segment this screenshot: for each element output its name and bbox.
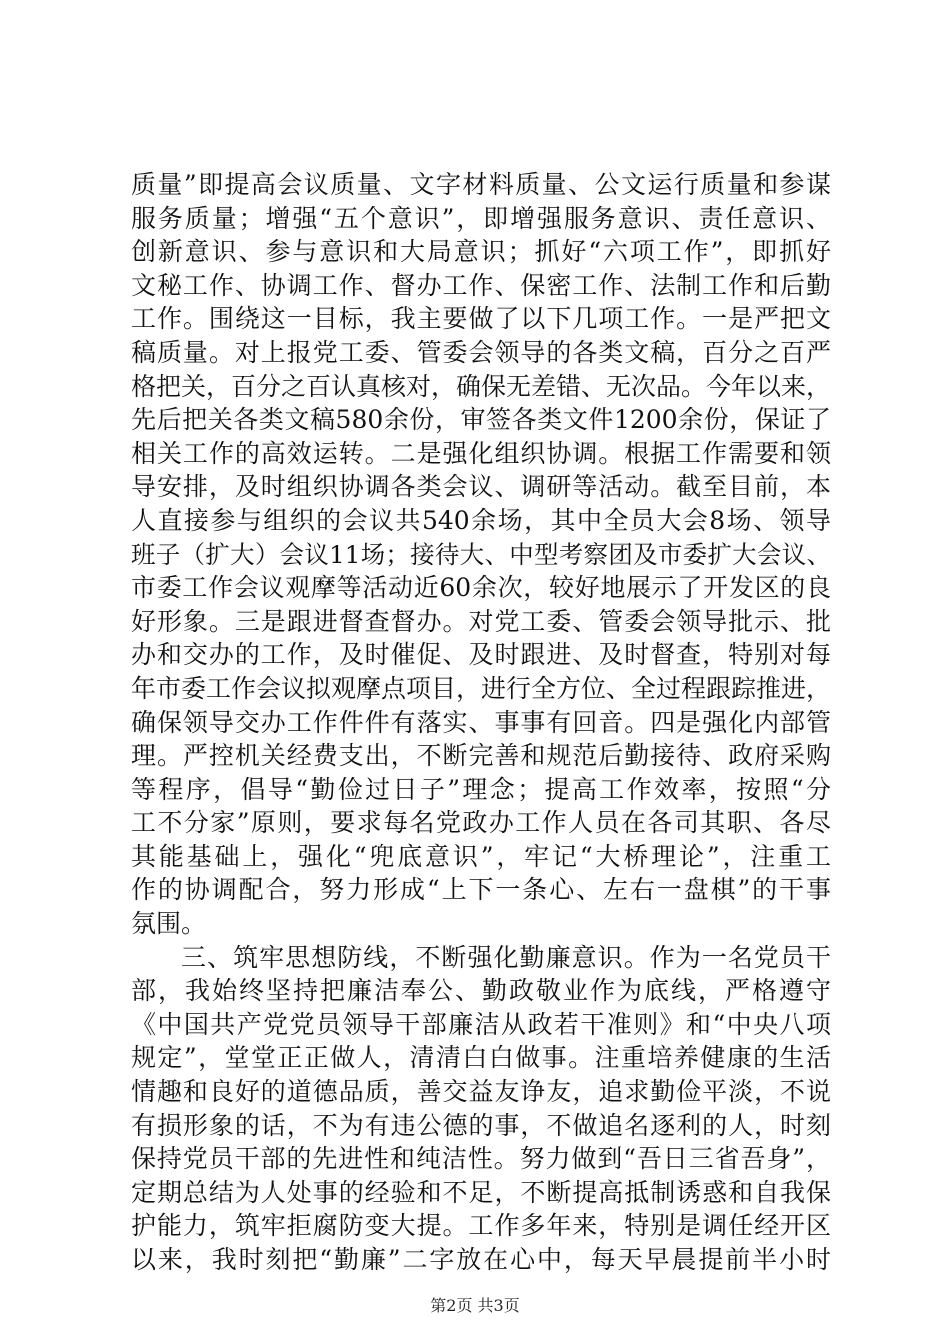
text-line: 情趣和良好的道德品质，善交益友诤友，追求勤俭平淡，不说 bbox=[131, 1077, 831, 1107]
text-line: 导安排，及时组织协调各类会议、调研等活动。截至目前，本 bbox=[131, 472, 831, 502]
text-line: 有损形象的话，不为有违公德的事，不做追名逐利的人，时刻 bbox=[131, 1110, 831, 1140]
text-line: 护能力，筑牢拒腐防变大提。工作多年来，特别是调任经开区 bbox=[131, 1211, 831, 1241]
section-heading-line: 三、筑牢思想防线，不断强化勤廉意识。作为一名党员干 bbox=[181, 942, 831, 972]
text-line: 等程序，倡导“勤俭过日子”理念；提高工作效率，按照“分 bbox=[131, 774, 831, 804]
text-line: 办和交办的工作，及时催促、及时跟进、及时督查，特别对每 bbox=[131, 640, 831, 670]
text-line: 工不分家”原则，要求每名党政办工作人员在各司其职、各尽 bbox=[131, 808, 831, 838]
text-line: 文秘工作、协调工作、督办工作、保密工作、法制工作和后勤 bbox=[131, 270, 831, 300]
text-line: 确保领导交办工作件件有落实、事事有回音。四是强化内部管 bbox=[131, 707, 831, 737]
text-line: 人直接参与组织的会议共540余场，其中全员大会8场、领导 bbox=[131, 505, 831, 535]
text-line: 定期总结为人处事的经验和不足，不断提高抵制诱惑和自我保 bbox=[131, 1177, 831, 1207]
text-line: 稿质量。对上报党工委、管委会领导的各类文稿，百分之百严 bbox=[131, 337, 831, 367]
text-line: 先后把关各类文稿580余份，审签各类文件1200余份，保证了 bbox=[131, 405, 831, 435]
text-line: 班子（扩大）会议11场；接待大、中型考察团及市委扩大会议、 bbox=[131, 539, 831, 569]
text-line: 好形象。三是跟进督查督办。对党工委、管委会领导批示、批 bbox=[131, 606, 831, 636]
text-line: 服务质量；增强“五个意识”，即增强服务意识、责任意识、 bbox=[131, 203, 831, 233]
text-line: 《中国共产党党员领导干部廉洁从政若干准则》和“中央八项 bbox=[131, 1009, 831, 1039]
text-line: 部，我始终坚持把廉洁奉公、勤政敬业作为底线，严格遵守 bbox=[131, 976, 831, 1006]
paragraph-end-line: 氛围。 bbox=[131, 909, 207, 939]
document-body bbox=[131, 168, 831, 1277]
text-line: 规定”，堂堂正正做人，清清白白做事。注重培养健康的生活 bbox=[131, 1043, 831, 1073]
text-line: 作的协调配合，努力形成“上下一条心、左右一盘棋”的干事 bbox=[131, 875, 831, 905]
text-line: 相关工作的高效运转。二是强化组织协调。根据工作需要和领 bbox=[131, 438, 831, 468]
text-line: 创新意识、参与意识和大局意识；抓好“六项工作”，即抓好 bbox=[131, 237, 831, 267]
text-line: 以来，我时刻把“勤廉”二字放在心中，每天早晨提前半小时 bbox=[131, 1245, 831, 1274]
page-number-footer: 第2页 共3页 bbox=[430, 1296, 520, 1315]
text-line: 理。严控机关经费支出，不断完善和规范后勤接待、政府采购 bbox=[131, 741, 831, 771]
text-line: 工作。围绕这一目标，我主要做了以下几项工作。一是严把文 bbox=[131, 304, 831, 334]
text-line: 其能基础上，强化“兜底意识”，牢记“大桥理论”，注重工 bbox=[131, 841, 831, 871]
text-line: 保持党员干部的先进性和纯洁性。努力做到“吾日三省吾身”， bbox=[131, 1144, 831, 1174]
text-line: 市委工作会议观摩等活动近60余次，较好地展示了开发区的良 bbox=[131, 573, 831, 603]
text-line: 质量”即提高会议质量、文字材料质量、公文运行质量和参谋 bbox=[131, 170, 831, 199]
text-line: 年市委工作会议拟观摩点项目，进行全方位、全过程跟踪推进， bbox=[131, 673, 832, 703]
text-line: 格把关，百分之百认真核对，确保无差错、无次品。今年以来， bbox=[131, 371, 832, 401]
